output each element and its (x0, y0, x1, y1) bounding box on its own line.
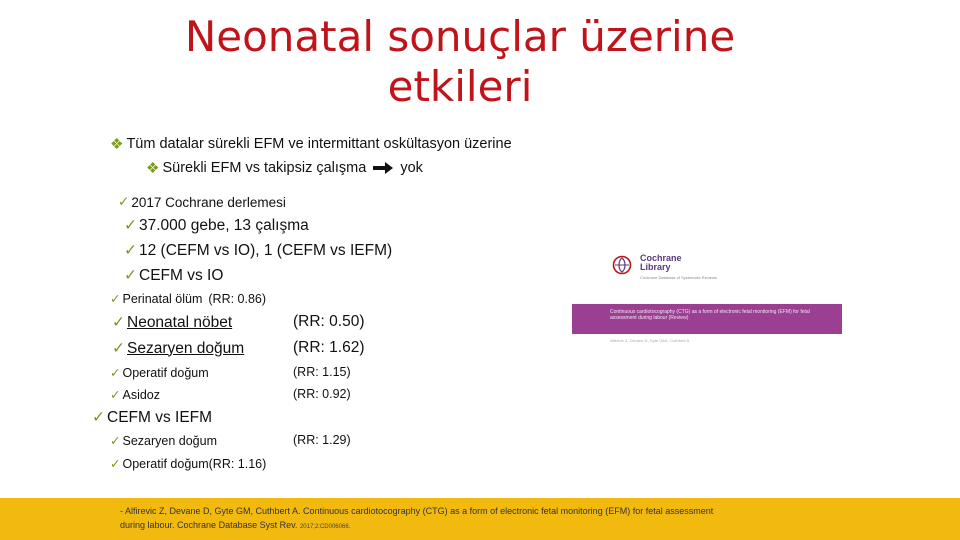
outcome-rr: (RR: 1.15) (293, 365, 351, 379)
checkmark-icon: ✓ (118, 194, 130, 209)
bullet-text: 12 (CEFM vs IO), 1 (CEFM vs IEFM) (139, 241, 393, 259)
cochrane-authors: Alfirevic Z, Devane D, Gyte GML, Cuthbert A (610, 338, 690, 343)
cochrane-review-title: Continuous cardiotocography (CTG) as a form of electronic fetal monitoring (EFM) for fetal assessment during labour (Review) (610, 309, 810, 321)
checkmark-icon: ✓ (110, 434, 121, 448)
cochrane-review-thumbnail (572, 248, 842, 348)
cochrane-library-name (640, 254, 682, 272)
reference-line-2 (120, 518, 713, 534)
title-line-2: etkileri (387, 62, 533, 111)
title-line-1: Neonatal sonuçlar üzerine (184, 12, 736, 61)
slide-title (0, 12, 920, 112)
outcome-rr: (RR: 1.29) (293, 433, 351, 447)
bullet-text: yok (400, 160, 423, 176)
outcome-rr: (RR: 0.50) (293, 313, 365, 330)
bullet-text: CEFM vs IEFM (107, 408, 213, 426)
outcome-operative-delivery (110, 365, 209, 380)
outcome-label: Operatif doğum (122, 365, 209, 380)
outcome-label: Perinatal ölüm (122, 291, 203, 306)
reference-doi: 2017;2:CD006066. (299, 524, 351, 530)
outcome-rr: (RR: 0.86) (208, 291, 267, 306)
bullet-text: CEFM vs IO (139, 266, 224, 284)
checkmark-icon: ✓ (124, 267, 137, 284)
outcome-label: Sezaryen doğum (127, 339, 245, 357)
outcome-cesarean (112, 339, 287, 358)
checkmark-icon: ✓ (124, 242, 137, 259)
reference-citation (120, 504, 713, 534)
checkmark-icon: ✓ (124, 217, 137, 234)
bullet-text: 2017 Cochrane derlemesi (131, 194, 286, 210)
cochrane-logo-icon (612, 255, 632, 275)
cochrane-subtitle: Cochrane Database of Systematic Reviews (640, 275, 717, 280)
outcome-label: Sezaryen doğum (122, 433, 217, 448)
bullet-cefm-vs-iefm (92, 408, 212, 427)
outcome-label: Operatif doğum(RR: 1.16) (122, 456, 267, 471)
bullet-continuous-vs-none (146, 159, 423, 177)
outcome-acidosis (110, 387, 160, 402)
outcome-operative-delivery-iefm (110, 456, 266, 471)
diamond-bullet-icon: ❖ (110, 136, 124, 153)
checkmark-icon: ✓ (92, 409, 105, 426)
outcome-cesarean-iefm (110, 433, 217, 448)
outcome-label: Asidoz (122, 387, 161, 402)
cochrane-name-line-1: Cochrane (640, 253, 682, 263)
outcome-perinatal-death (110, 291, 266, 306)
outcome-label: Neonatal nöbet (127, 313, 233, 331)
checkmark-icon: ✓ (110, 292, 121, 306)
bullet-text: Tüm datalar sürekli EFM ve intermittant oskültasyon üzerine (126, 136, 512, 152)
bullet-cefm-vs-io (124, 266, 223, 285)
bullet-cochrane-review (118, 194, 286, 210)
reference-journal: during labour. Cochrane Database Syst Rev. (120, 520, 298, 530)
bullet-text: Sürekli EFM vs takipsiz çalışma (162, 160, 367, 176)
bullet-study-counts (124, 241, 392, 260)
diamond-bullet-icon: ❖ (146, 160, 160, 177)
bullet-text: 37.000 gebe, 13 çalışma (139, 216, 309, 234)
cochrane-name-line-2: Library (640, 262, 671, 272)
outcome-neonatal-seizure (112, 313, 287, 332)
outcome-rr: (RR: 0.92) (293, 387, 351, 401)
checkmark-icon: ✓ (112, 314, 125, 331)
checkmark-icon: ✓ (112, 340, 125, 357)
reference-line-1: - Alfirevic Z, Devane D, Gyte GM, Cuthbert A. Continuous cardiotocography (CTG) as a form of electronic fetal monitoring (EFM) for fetal assessment (120, 506, 714, 516)
right-arrow-icon (372, 161, 394, 175)
checkmark-icon: ✓ (110, 388, 121, 402)
bullet-all-data (110, 135, 512, 153)
checkmark-icon: ✓ (110, 457, 121, 471)
cochrane-title-band (572, 304, 842, 334)
outcome-rr: (RR: 1.62) (293, 339, 365, 356)
bullet-participants (124, 216, 309, 235)
checkmark-icon: ✓ (110, 366, 121, 380)
